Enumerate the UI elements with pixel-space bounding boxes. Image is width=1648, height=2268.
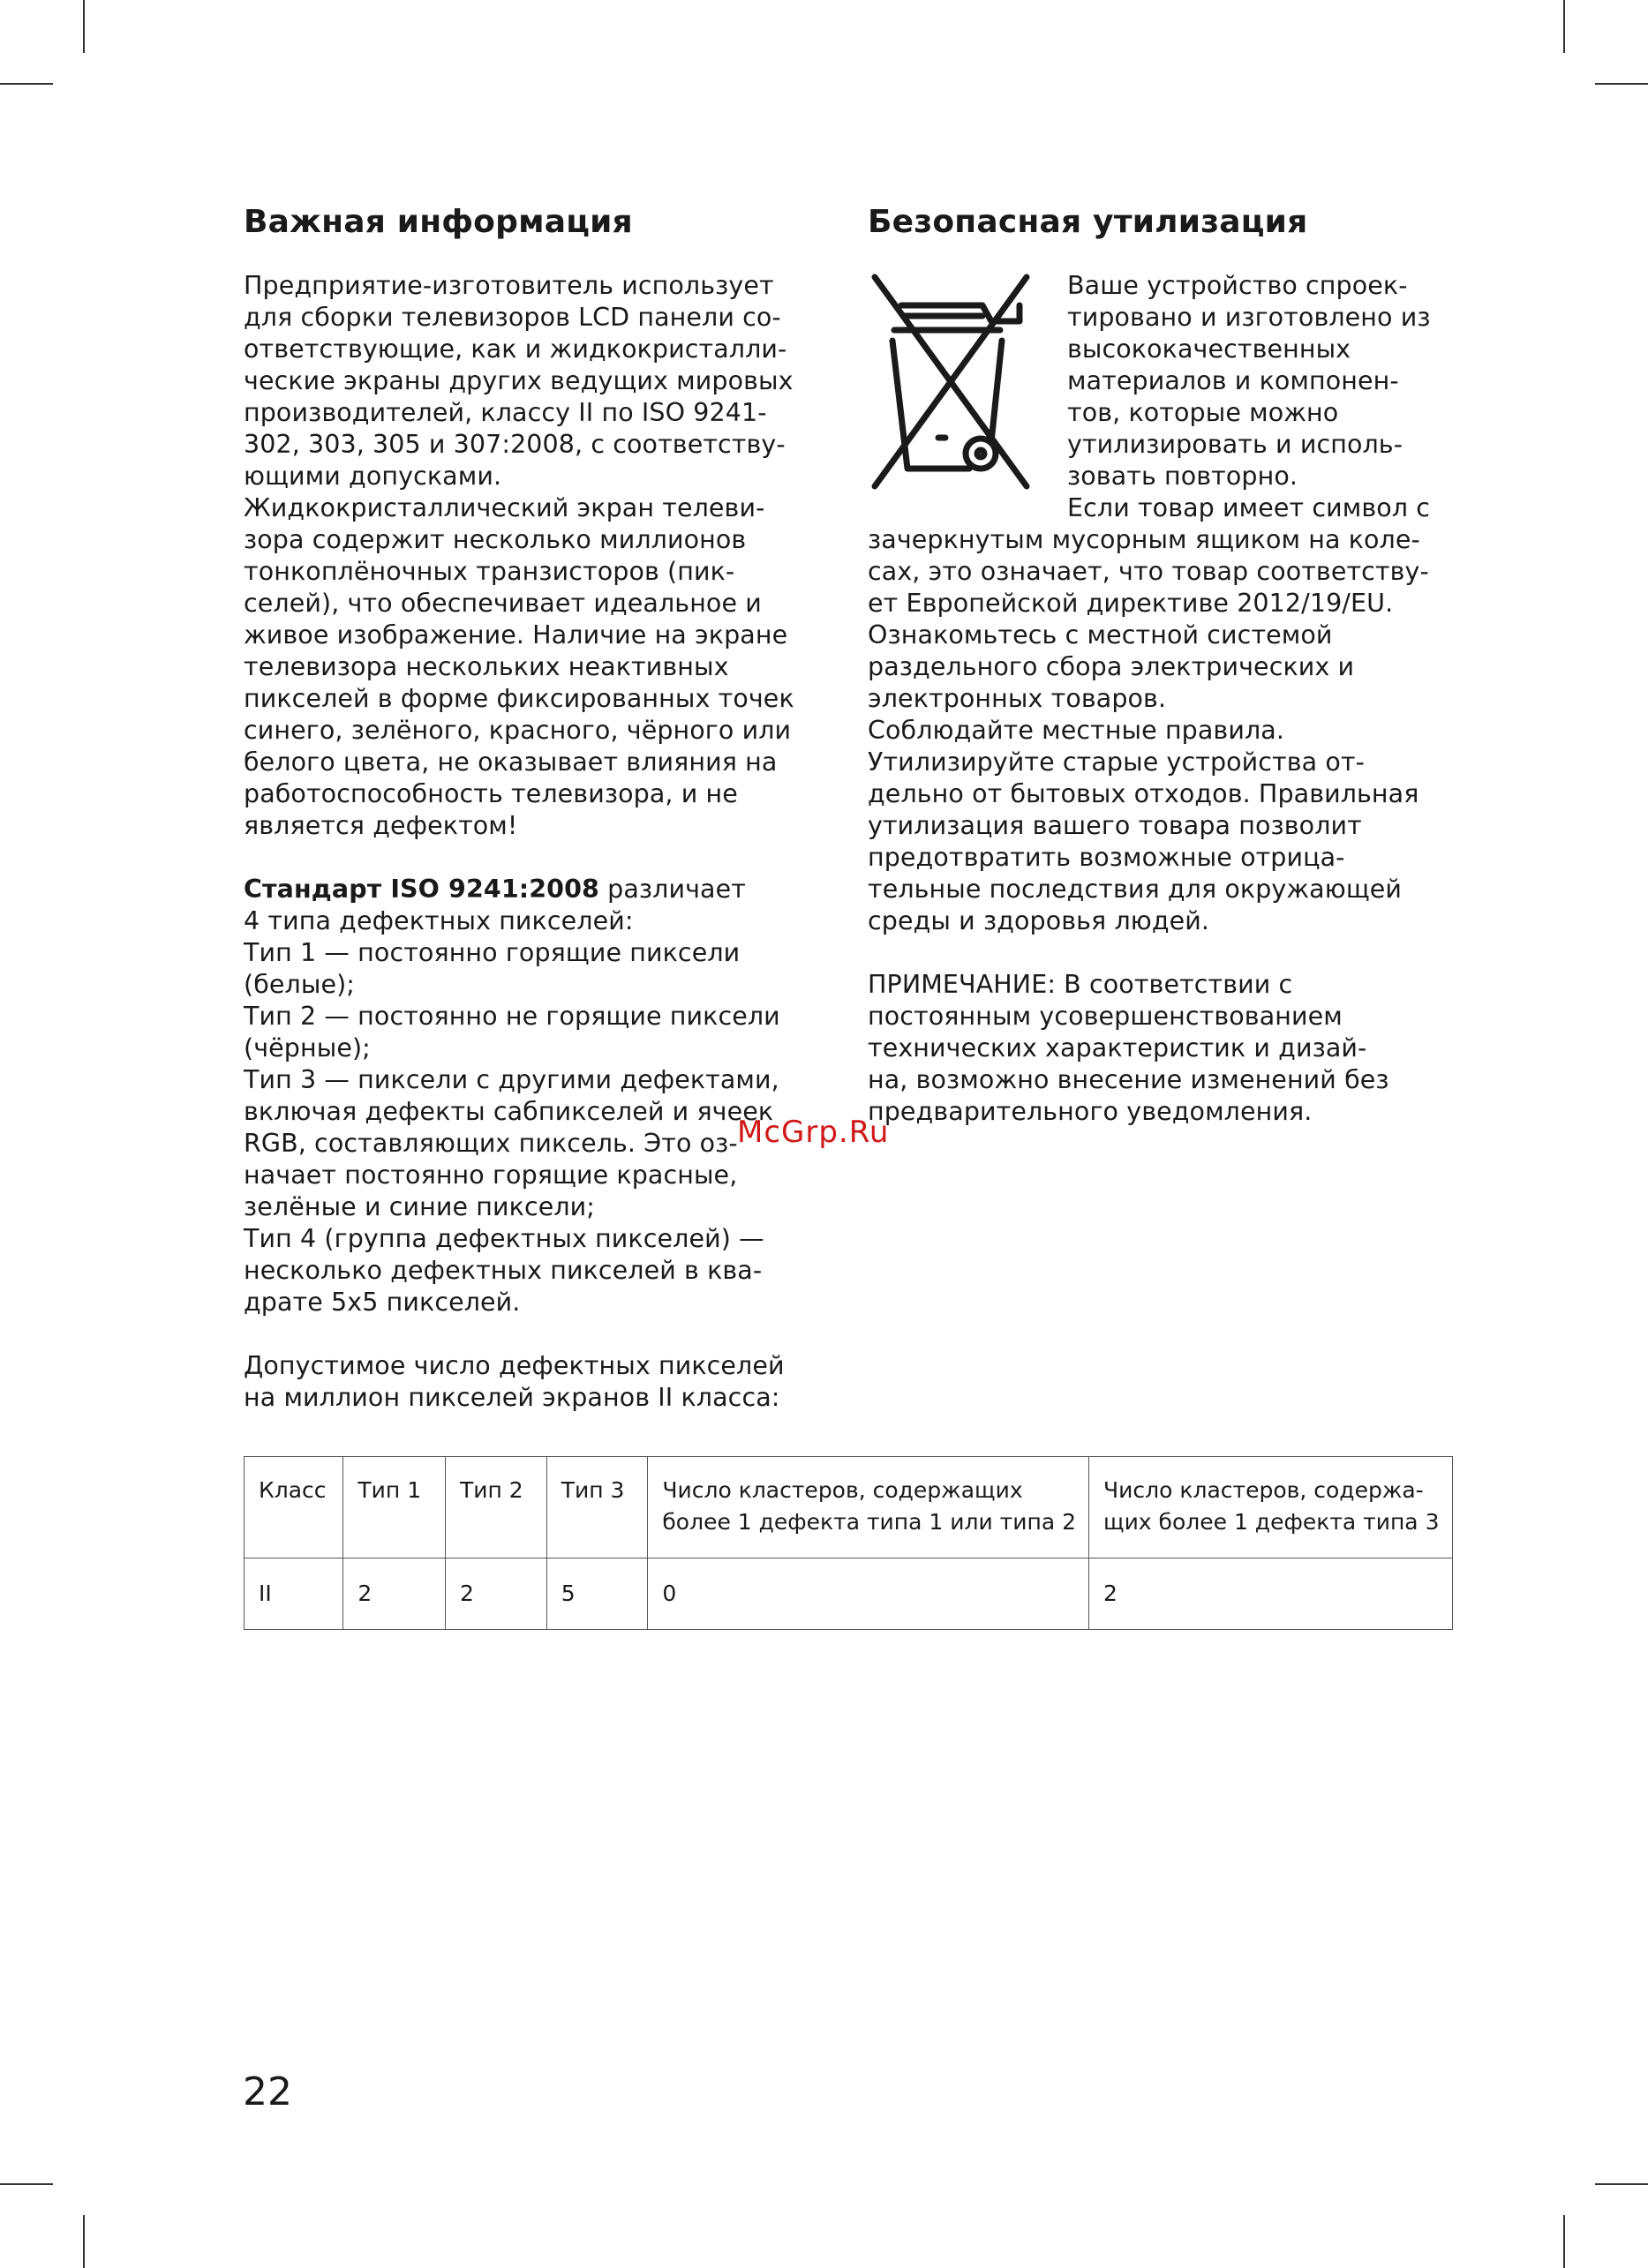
text-line: RGB, составляющих пиксель. Это оз- [244,1129,738,1158]
defect-intro-paragraph [244,270,831,842]
standard-name: Стандарт ISO 9241:2008 [244,875,599,904]
text-line: ответствующие, как и жидкокристалли- [244,334,787,364]
text-line: синего, зелёного, красного, чёрного или [244,716,792,745]
text-line: Ваше устройство спроек- [1067,271,1408,300]
defect-pixel-table [244,1456,1453,1630]
text-line: ет Европейской директиве 2012/19/EU. [868,589,1394,618]
text-line: предварительного уведомления. [868,1097,1313,1126]
text-line: ПРИМЕЧАНИЕ: В соответствии с [868,970,1293,999]
text-line: технических характеристик и дизай- [868,1033,1367,1063]
text-line: предотвратить возможные отрица- [868,843,1345,872]
watermark: McGrp.Ru [737,1115,890,1150]
crop-mark [83,0,85,53]
text-line: тельные последствия для окружающей [868,875,1403,904]
crop-mark [83,2215,85,2268]
table-row [245,1558,1453,1630]
text-line: является дефектом! [244,811,518,840]
crop-mark [1563,2215,1565,2268]
text-line: белого цвета, не оказывает влияния на [244,747,778,777]
allowed-defects-paragraph [244,1350,831,1414]
crop-mark [1563,0,1565,53]
crossed-out-wheelie-bin-icon [868,270,1035,491]
text-line: Ознакомьтесь с местной системой [868,620,1333,650]
disposal-directive-paragraph [868,524,1450,937]
text-line: раздельного сбора электрических и [868,652,1355,681]
table-header-cell: Тип 2 [446,1457,547,1558]
table-cell: II [245,1558,343,1630]
crop-mark [1595,83,1648,85]
text-line: среды и здоровья людей. [868,906,1210,935]
text-line: дельно от бытовых отходов. Правильная [868,779,1419,808]
header-cell-line: Число кластеров, содержащих [662,1477,1023,1503]
header-cell-line: щих более 1 дефекта типа 3 [1103,1509,1440,1535]
text-line: сах, это означает, что товар соответству- [868,557,1429,586]
text-line: телевизора нескольких неактивных [244,652,729,681]
text-line: электронных товаров. [868,684,1167,713]
text-line: начает постоянно горящие красные, [244,1160,738,1190]
text-line: утилизировать и исполь- [1067,430,1403,459]
text-line: на миллион пикселей экранов II класса: [244,1383,780,1412]
text-line: Тип 1 — постоянно горящие пиксели [244,938,741,967]
text-line: тов, которые можно [1067,398,1339,427]
text-line: зовать повторно. [1067,462,1298,491]
text-line: постоянным усовершенствованием [868,1002,1343,1031]
table-header-row [245,1457,1453,1558]
text-line: 4 типа дефектных пикселей: [244,906,634,935]
page-number: 22 [243,2069,292,2114]
text-line: зора содержит несколько миллионов [244,525,747,554]
crop-mark [0,2183,53,2185]
table-cell: 0 [648,1558,1089,1630]
table-cell: 5 [546,1558,648,1630]
text-line: живое изображение. Наличие на экране [244,620,788,650]
text-line: селей), что обеспечивает идеальное и [244,589,762,618]
text-line: высококачественных [1067,334,1351,364]
important-info-body [244,270,831,1414]
text-line: для сборки телевизоров LCD панели со- [244,303,781,332]
text-line: Жидкокристаллический экран телеви- [244,493,765,522]
text-line: 302, 303, 305 и 307:2008, с соответству- [244,430,786,459]
text-line: несколько дефектных пикселей в ква- [244,1256,763,1285]
important-info-column [244,201,831,1414]
table-header-cell [648,1457,1089,1558]
table-cell: 2 [343,1558,446,1630]
text-line: утилизация вашего товара позволит [868,811,1362,840]
text-line: Тип 3 — пиксели с другими дефектами, [244,1065,779,1094]
important-info-heading: Важная информация [244,204,633,240]
text-line: драте 5х5 пикселей. [244,1288,521,1317]
table-header-cell: Тип 3 [546,1457,648,1558]
disposal-note-paragraph [868,969,1450,1128]
header-cell-line: Число кластеров, содержа- [1103,1477,1424,1503]
table-header-cell: Класс [245,1457,343,1558]
table-cell: 2 [1089,1558,1453,1630]
safe-disposal-column [868,201,1450,1128]
text-line: пикселей в форме фиксированных точек [244,684,794,713]
text-line: на, возможно внесение изменений без [868,1065,1389,1094]
defect-types-list [244,905,831,1318]
text-line: включая дефекты сабпикселей и ячеек [244,1097,774,1126]
text-line: (белые); [244,970,356,999]
text-line: Допустимое число дефектных пикселей [244,1351,785,1380]
text-line: Предприятие-изготовитель использует [244,271,774,300]
text-line: материалов и компонен- [1067,366,1399,395]
standard-rest: различает [598,875,746,904]
text-line: работоспособность телевизора, и не [244,779,738,808]
text-line: Утилизируйте старые устройства от- [868,747,1366,777]
table-header-cell [1089,1457,1453,1558]
safe-disposal-heading: Безопасная утилизация [868,204,1308,240]
text-line: Тип 2 — постоянно не горящие пиксели [244,1002,780,1031]
table-header-cell: Тип 1 [343,1457,446,1558]
text-line: (чёрные); [244,1033,371,1063]
standard-line [244,874,831,905]
header-cell-line: более 1 дефекта типа 1 или типа 2 [662,1509,1077,1535]
crop-mark [1595,2183,1648,2185]
text-line: производителей, классу II по ISO 9241- [244,398,767,427]
text-line: Тип 4 (группа дефектных пикселей) — [244,1224,764,1253]
table-cell: 2 [446,1558,547,1630]
text-line: тонкоплёночных транзисторов (пик- [244,557,735,586]
text-line: тировано и изготовлено из [1067,303,1431,332]
text-line: ющими допусками. [244,462,502,491]
text-line: Если товар имеет символ с [1067,493,1431,522]
text-line: зелёные и синие пиксели; [244,1192,596,1221]
text-line: ческие экраны других ведущих мировых [244,366,794,395]
text-line: Соблюдайте местные правила. [868,716,1284,745]
crop-mark [0,83,53,85]
text-line: зачеркнутым мусорным ящиком на коле- [868,525,1420,554]
